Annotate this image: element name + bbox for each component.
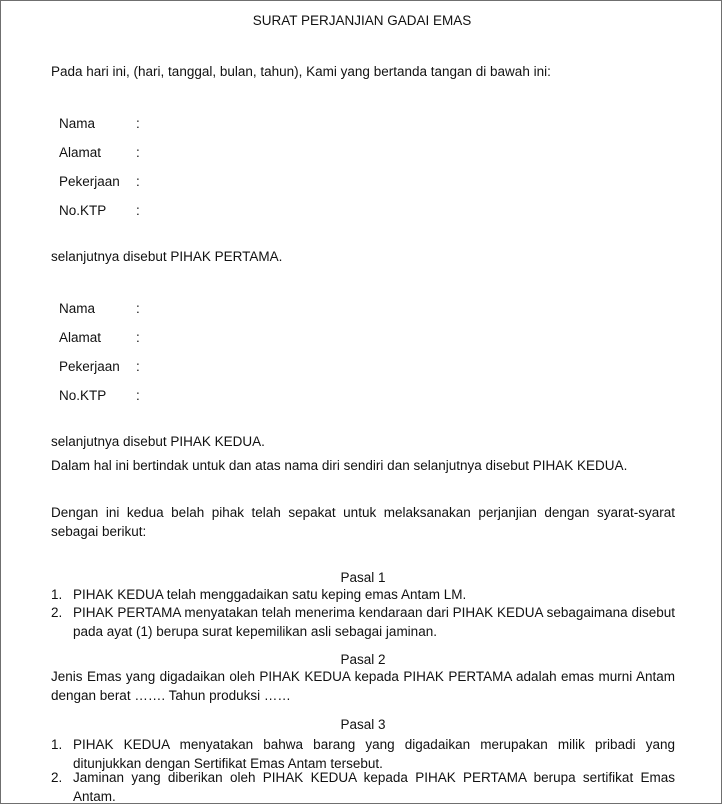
pasal-2-heading: Pasal 2 [340, 652, 386, 667]
item-text: PIHAK KEDUA telah menggadaikan satu keping emas Antam LM. [73, 587, 467, 602]
field-colon: : [136, 301, 140, 316]
pasal-1-item [51, 585, 675, 604]
item-number: 2. [51, 770, 63, 785]
item-number: 2. [51, 605, 63, 620]
field-colon: : [136, 203, 140, 218]
pasal-1-heading: Pasal 1 [340, 570, 386, 585]
item-text: PIHAK KEDUA menyatakan bahwa barang yang digadaikan merupakan milik pribadi yang ditunjukkan dengan Sertifikat Emas Antam tersebut. [73, 737, 675, 771]
field-colon: : [136, 388, 140, 403]
pasal-1-item [51, 603, 675, 641]
field-colon: : [136, 330, 140, 345]
field-label-nama: Nama [59, 116, 96, 131]
item-text: Jaminan yang diberikan oleh PIHAK KEDUA kepada PIHAK PERTAMA berupa sertifikat Emas Antam. [73, 770, 675, 804]
field-label-ktp: No.KTP [59, 388, 107, 403]
field-label-pekerjaan: Pekerjaan [59, 359, 120, 374]
party2-note: Dalam hal ini bertindak untuk dan atas nama diri sendiri dan selanjutnya disebut PIHAK KEDUA. [51, 458, 628, 473]
party2-reference: selanjutnya disebut PIHAK KEDUA. [51, 434, 265, 449]
item-text: PIHAK PERTAMA menyatakan telah menerima kendaraan dari PIHAK KEDUA sebagaimana disebut pada ayat (1) berupa surat kepemilikan asli sebagai jaminan. [73, 605, 675, 639]
field-label-pekerjaan: Pekerjaan [59, 174, 120, 189]
field-label-nama: Nama [59, 301, 96, 316]
field-colon: : [136, 116, 140, 131]
field-colon: : [136, 174, 140, 189]
field-label-alamat: Alamat [59, 330, 102, 345]
field-colon: : [136, 359, 140, 374]
field-colon: : [136, 145, 140, 160]
field-label-ktp: No.KTP [59, 203, 107, 218]
item-number: 1. [51, 737, 63, 752]
field-label-alamat: Alamat [59, 145, 102, 160]
agreement-intro: Dengan ini kedua belah pihak telah sepakat untuk melaksanakan perjanjian dengan syarat-syarat sebagai berikut: [51, 505, 675, 539]
pasal-3-item [51, 768, 675, 804]
item-number: 1. [51, 587, 63, 602]
pasal-3-heading: Pasal 3 [340, 717, 386, 732]
party1-reference: selanjutnya disebut PIHAK PERTAMA. [51, 249, 283, 264]
document-title: SURAT PERJANJIAN GADAI EMAS [252, 13, 472, 28]
opening-paragraph: Pada hari ini, (hari, tanggal, bulan, tahun), Kami yang bertanda tangan di bawah ini: [51, 64, 551, 79]
pasal-2-text: Jenis Emas yang digadaikan oleh PIHAK KEDUA kepada PIHAK PERTAMA adalah emas murni Antam dengan berat ……. Tahun produksi …… [51, 669, 675, 703]
